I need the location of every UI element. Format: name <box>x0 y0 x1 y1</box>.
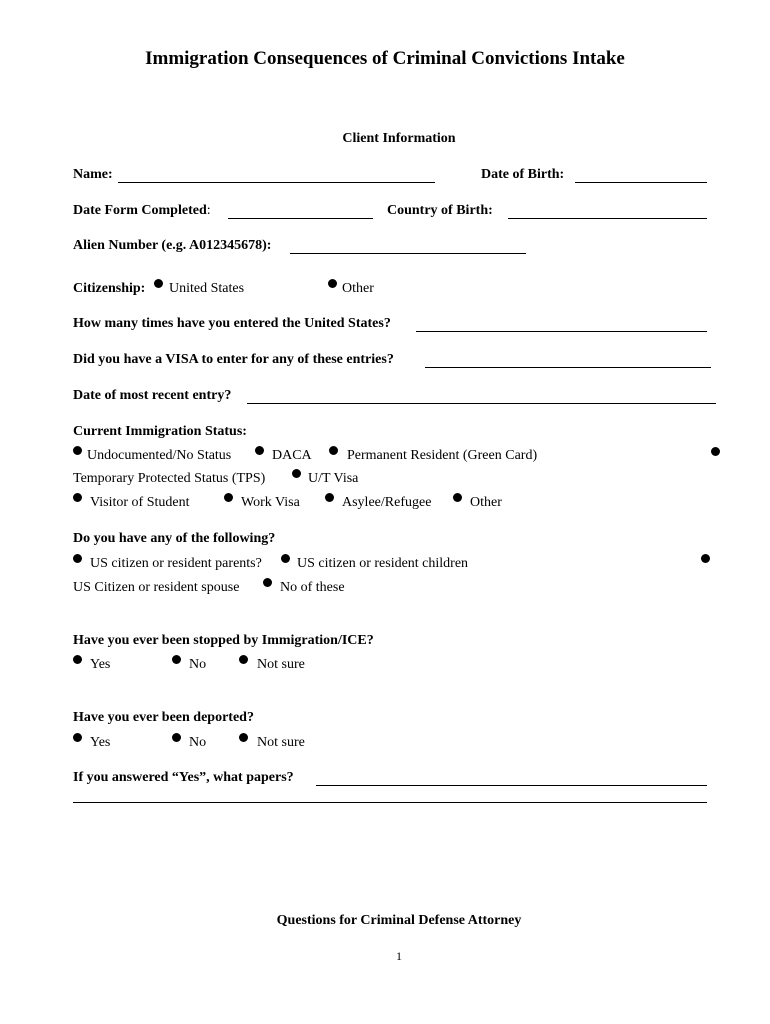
deported-label: Have you ever been deported? <box>73 710 254 725</box>
date-completed-label: Date Form Completed: <box>73 203 211 218</box>
radio-deported-not-sure[interactable] <box>239 733 248 742</box>
radio-family-parents[interactable] <box>73 554 82 563</box>
radio-stopped-yes[interactable] <box>73 655 82 664</box>
family-option-children: US citizen or resident children <box>297 556 469 571</box>
papers-input-continued[interactable] <box>73 802 707 803</box>
page-number: 1 <box>396 949 402 963</box>
radio-status-tps[interactable] <box>711 447 720 456</box>
radio-status-visitor[interactable] <box>73 493 82 502</box>
radio-status-ut-visa[interactable] <box>292 469 301 478</box>
status-option-ut-visa: U/T Visa <box>308 471 359 486</box>
dob-label: Date of Birth: <box>481 167 565 182</box>
entries-label: How many times have you entered the United States? <box>73 316 391 331</box>
radio-deported-yes[interactable] <box>73 733 82 742</box>
deported-option-no: No <box>189 735 207 750</box>
status-option-daca: DACA <box>272 448 312 463</box>
visa-input[interactable] <box>425 367 711 368</box>
recent-entry-input[interactable] <box>247 403 716 404</box>
alien-number-input[interactable] <box>290 253 526 254</box>
recent-entry-label: Date of most recent entry? <box>73 388 232 403</box>
radio-status-daca[interactable] <box>255 446 264 455</box>
entries-input[interactable] <box>416 331 707 332</box>
radio-status-undocumented[interactable] <box>73 446 82 455</box>
status-option-work-visa: Work Visa <box>241 495 300 510</box>
citizenship-label: Citizenship: <box>73 281 146 296</box>
radio-status-other[interactable] <box>453 493 462 502</box>
stopped-option-no: No <box>189 657 207 672</box>
section-heading-client-information: Client Information <box>342 131 456 146</box>
papers-input[interactable] <box>316 785 707 786</box>
stopped-label: Have you ever been stopped by Immigration/ICE? <box>73 633 374 648</box>
radio-stopped-not-sure[interactable] <box>239 655 248 664</box>
page-title: Immigration Consequences of Criminal Convictions Intake <box>145 48 625 69</box>
status-option-tps: Temporary Protected Status (TPS) <box>73 471 266 486</box>
radio-family-spouse[interactable] <box>701 554 710 563</box>
alien-number-label: Alien Number (e.g. A012345678): <box>73 238 272 253</box>
status-option-other: Other <box>470 495 502 510</box>
family-option-spouse: US Citizen or resident spouse <box>73 580 240 595</box>
radio-status-permanent-resident[interactable] <box>329 446 338 455</box>
dob-input[interactable] <box>575 182 707 183</box>
radio-deported-no[interactable] <box>172 733 181 742</box>
citizenship-option-us: United States <box>169 281 245 296</box>
family-option-none: No of these <box>280 580 345 595</box>
deported-option-yes: Yes <box>90 735 111 750</box>
visa-label: Did you have a VISA to enter for any of these entries? <box>73 352 394 367</box>
immigration-status-label: Current Immigration Status: <box>73 424 247 439</box>
status-option-undocumented: Undocumented/No Status <box>87 448 232 463</box>
radio-stopped-no[interactable] <box>172 655 181 664</box>
name-input[interactable] <box>118 182 435 183</box>
papers-label: If you answered “Yes”, what papers? <box>73 770 294 785</box>
radio-citizenship-us[interactable] <box>154 279 163 288</box>
radio-status-asylee[interactable] <box>325 493 334 502</box>
status-option-permanent-resident: Permanent Resident (Green Card) <box>347 448 538 463</box>
family-option-parents: US citizen or resident parents? <box>90 556 262 571</box>
radio-family-none[interactable] <box>263 578 272 587</box>
stopped-option-not-sure: Not sure <box>257 657 305 672</box>
radio-citizenship-other[interactable] <box>328 279 337 288</box>
family-label: Do you have any of the following? <box>73 531 276 546</box>
radio-status-work-visa[interactable] <box>224 493 233 502</box>
stopped-option-yes: Yes <box>90 657 111 672</box>
radio-family-children[interactable] <box>281 554 290 563</box>
date-completed-input[interactable] <box>228 218 373 219</box>
deported-option-not-sure: Not sure <box>257 735 305 750</box>
section-heading-criminal-defense: Questions for Criminal Defense Attorney <box>276 913 522 928</box>
country-of-birth-label: Country of Birth: <box>387 203 493 218</box>
citizenship-option-other: Other <box>342 281 374 296</box>
status-option-asylee: Asylee/Refugee <box>342 495 432 510</box>
status-option-visitor: Visitor of Student <box>90 495 190 510</box>
country-of-birth-input[interactable] <box>508 218 707 219</box>
name-label: Name: <box>73 167 113 182</box>
